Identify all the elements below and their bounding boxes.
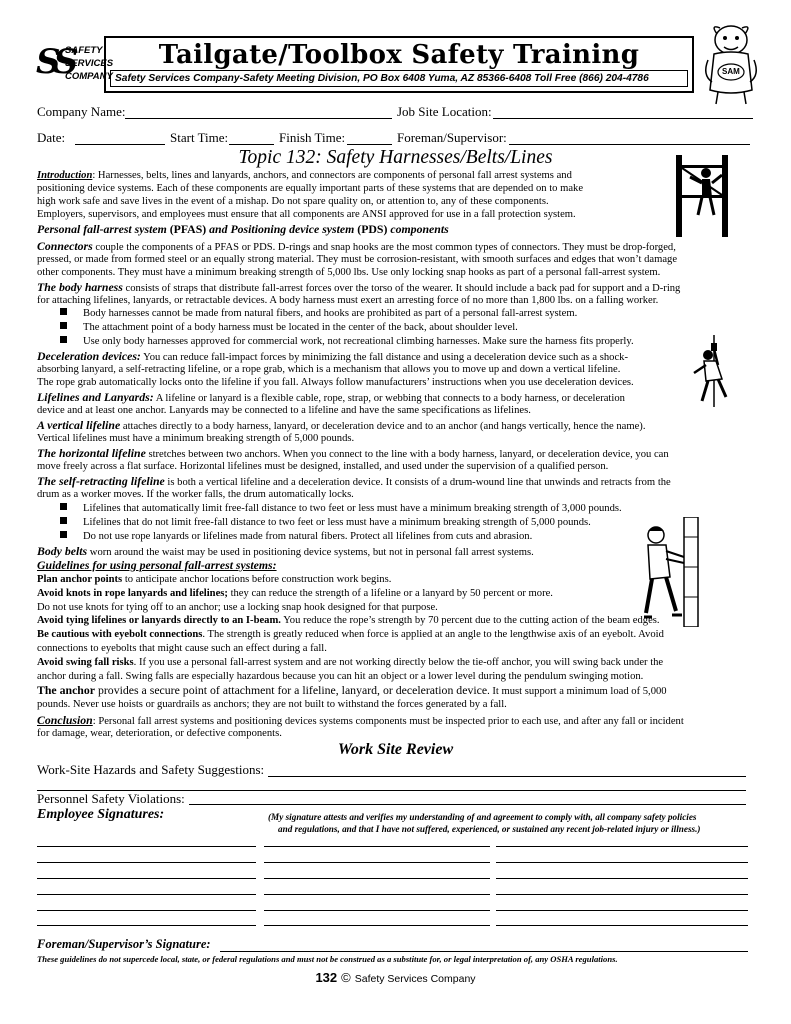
employee-signatures-label: Employee Signatures: bbox=[37, 807, 165, 822]
bullet-icon bbox=[60, 308, 67, 315]
conclusion-line-1: : Personal fall arrest systems and positioning devices systems components must be inspected prior to each use, and after any fall or incident bbox=[92, 716, 684, 727]
lifelines-label: Lifelines and Lanyards: bbox=[37, 390, 154, 404]
signature-line[interactable] bbox=[37, 846, 256, 847]
signature-line[interactable] bbox=[264, 878, 490, 879]
footer-company: Safety Services Company bbox=[354, 973, 476, 985]
mascot-badge: SAM bbox=[722, 67, 740, 76]
attestation-text bbox=[268, 811, 758, 835]
vertical-line-1: attaches directly to a body harness, lanyard, or deceleration device and to an anchor (and hangs vertically, hence the name). bbox=[120, 421, 646, 432]
knots-label: Avoid knots in rope lanyards and lifelines; bbox=[37, 588, 228, 599]
signature-line[interactable] bbox=[264, 862, 490, 863]
job-site-field[interactable] bbox=[493, 118, 753, 119]
job-site-label: Job Site Location: bbox=[397, 104, 492, 119]
logo-monogram: SS bbox=[36, 42, 73, 82]
horizontal-line-2: move freely across a flat surface. Horizontal lifelines must be designed, installed, and used under the supervision of a qualified person. bbox=[37, 461, 609, 472]
signature-line[interactable] bbox=[496, 878, 748, 879]
signature-line[interactable] bbox=[37, 878, 256, 879]
connectors-line-1: couple the components of a PFAS or PDS. D-rings and snap hooks are the most common types of connectors. They must be drop-forged, bbox=[92, 242, 676, 253]
body-belts-text: worn around the waist may be used in positioning device systems, but not in personal fall arrest systems. bbox=[87, 547, 534, 558]
lifelines-line-2: device and at least one anchor. Lanyards may be connected to a lifeline and have the same specifications as lifelines. bbox=[37, 405, 531, 416]
date-label: Date: bbox=[37, 130, 66, 145]
pfas-heading-d: (PDS) bbox=[354, 222, 391, 236]
guidelines-heading: Guidelines for using personal fall-arrest systems: bbox=[37, 558, 277, 572]
signature-line[interactable] bbox=[264, 925, 490, 926]
foreman-signature-label: Foreman/Supervisor’s Signature: bbox=[37, 937, 211, 951]
topic-title: Topic 132: Safety Harnesses/Belts/Lines bbox=[238, 147, 553, 168]
horizontal-line-1: stretches between two anchors. When you connect to the line with a body harness, lanyard, or deceleration device, you can bbox=[145, 449, 669, 460]
pfas-heading-c: and Positioning device system bbox=[209, 222, 355, 236]
harness-line-2: for attaching lifelines, lanyards, or retractable devices. A body harness must exert an arresting force of no more than 1,800 lbs. on a falling worker. bbox=[37, 295, 659, 306]
mascot-image bbox=[700, 20, 762, 106]
signature-line[interactable] bbox=[496, 846, 748, 847]
vertical-lifeline-label: A vertical lifeline bbox=[37, 418, 121, 432]
company-address: Safety Services Company-Safety Meeting Division, PO Box 6408 Yuma, AZ 85366-6408 Toll Free (866) 204-4786 bbox=[110, 70, 688, 87]
signature-line[interactable] bbox=[496, 910, 748, 911]
decel-label: Deceleration devices: bbox=[37, 349, 141, 363]
attestation-line-2: and regulations, and that I have not suffered, experienced, or sustained any recent job-related injury or illness.) bbox=[278, 824, 701, 834]
violations-label: Personnel Safety Violations: bbox=[37, 791, 185, 806]
hazards-label: Work-Site Hazards and Safety Suggestions: bbox=[37, 762, 265, 777]
harness-bullet-3: Use only body harnesses approved for commercial work, not recreational climbing harnesses. Make sure the harness fits properly. bbox=[60, 336, 634, 349]
pfas-heading-a: Personal fall-arrest system bbox=[37, 222, 167, 236]
decel-line-2: absorbing lanyard, a self-retracting lifeline, or a rope grab, which is a mechanism that allows you to move up and down a vertical lifeline. bbox=[37, 364, 621, 375]
page-title: Tailgate/Toolbox Safety Training bbox=[158, 40, 640, 70]
page-footer bbox=[0, 969, 791, 987]
bullet-icon bbox=[60, 531, 67, 538]
knots-line-1: they can reduce the strength of a lifeline or a lanyard by 50 percent or more. bbox=[227, 588, 553, 599]
lifelines-line-1: A lifeline or lanyard is a flexible cable, rope, strap, or webbing that connects to a body harness, or deceleration bbox=[153, 393, 625, 404]
intro-line-1: : Harnesses, belts, lines and lanyards, anchors, and connectors are components of personal fall arrest systems and bbox=[92, 170, 572, 181]
page-number: 132 bbox=[315, 970, 338, 985]
start-time-label: Start Time: bbox=[170, 130, 229, 145]
finish-time-label: Finish Time: bbox=[279, 130, 346, 145]
company-logo bbox=[36, 40, 114, 90]
copyright-icon: © bbox=[341, 970, 351, 985]
hazards-field-line-1[interactable] bbox=[268, 776, 746, 777]
connectors-label: Connectors bbox=[37, 239, 93, 253]
bullet-icon bbox=[60, 336, 67, 343]
logo-line-1: SAFETY bbox=[65, 45, 103, 56]
decel-line-3: The rope grab automatically locks onto the lifeline if you fall. Always follow manufacturers’ instructions when you use deceleration devices. bbox=[37, 377, 634, 388]
eyebolt-line-2: connections to eyebolts that might cause such an effect during a fall. bbox=[37, 643, 327, 654]
anchor-line-1-tail: . It must support a minimum load of 5,000 bbox=[487, 686, 667, 697]
swing-fall-label: Avoid swing fall risks bbox=[37, 657, 134, 668]
connectors-line-2: pressed, or made from formed steel or an equally strong material. They must be corrosion-resistant, with smooth surfaces and edges that won’t damage bbox=[37, 254, 678, 265]
signature-line[interactable] bbox=[496, 894, 748, 895]
company-name-label: Company Name: bbox=[37, 104, 126, 119]
work-site-review-heading: Work Site Review bbox=[337, 741, 454, 758]
foreman-signature-field[interactable] bbox=[220, 951, 748, 952]
harness-bullet-1: Body harnesses cannot be made from natural fibers, and hooks are prohibited as part of a personal fall-arrest system. bbox=[60, 308, 577, 321]
title-banner bbox=[104, 36, 694, 93]
selfret-line-1: is both a vertical lifeline and a deceleration device. It consists of a drum-wound line that unwinds and retracts from the bbox=[164, 477, 671, 488]
intro-label: Introduction bbox=[37, 170, 93, 181]
signature-line[interactable] bbox=[37, 894, 256, 895]
harness-line-1: consists of straps that distribute fall-arrest forces over the torso of the wearer. It should include a back pad for support and a D-ring bbox=[122, 283, 681, 294]
foreman-label: Foreman/Supervisor: bbox=[397, 130, 507, 145]
signature-line[interactable] bbox=[37, 925, 256, 926]
ibeam-label: Avoid tying lifelines or lanyards directly to an I-beam. bbox=[37, 615, 281, 626]
lifeline-bullet-2: Lifelines that do not limit free-fall distance to two feet or less must have a minimum breaking strength of 5,000 pounds. bbox=[60, 517, 591, 530]
swing-line-1: . If you use a personal fall-arrest system and are not working directly below the tie-off anchor, you will swing back under the bbox=[133, 657, 664, 668]
company-name-field[interactable] bbox=[125, 118, 392, 119]
anchor-line-2: pounds. Never use hoists or guardrails as anchors; they are not built to withstand the forces generated by a fall. bbox=[37, 699, 507, 710]
logo-line-3: COMPANY bbox=[65, 71, 113, 82]
intro-line-3: high work safe and save lives in the event of a mishap. Do not spare quality on, or attention to, any of these components. bbox=[37, 196, 549, 207]
knots-line-2: Do not use knots for tying off to an anchor; use a locking snap hook designed for that purpose. bbox=[37, 602, 438, 613]
pfas-heading-b: (PFAS) bbox=[166, 222, 210, 236]
foreman-field[interactable] bbox=[509, 144, 750, 145]
bullet-icon bbox=[60, 517, 67, 524]
decel-line-1: You can reduce fall-impact forces by minimizing the fall distance and using a deceleration device such as a shock- bbox=[140, 352, 628, 363]
eyebolt-label: Be cautious with eyebolt connections bbox=[37, 629, 203, 640]
disclaimer: These guidelines do not supercede local, state, or federal regulations and must not be construed as a substitute for, or legal interpretation of, any OSHA regulations. bbox=[37, 954, 618, 964]
anchor-label: The anchor bbox=[37, 683, 96, 697]
anchor-line-1-main: provides a secure point of attachment for a lifeline, lanyard, or deceleration device bbox=[95, 683, 488, 697]
bullet-icon bbox=[60, 503, 67, 510]
intro-line-2: positioning device systems. Each of these components are equally important parts of these systems that are depended on to make bbox=[37, 183, 584, 194]
eyebolt-line-1: . The strength is greatly reduced when force is applied at an angle to the lengthwise axis of an eyebolt. Avoid bbox=[202, 629, 664, 640]
intro-line-4: Employers, supervisors, and employees must ensure that all components are ANSI approved for use in a fall protection system. bbox=[37, 209, 576, 220]
plan-anchor-label: Plan anchor points bbox=[37, 574, 123, 585]
violations-field[interactable] bbox=[189, 804, 746, 805]
harness-bullet-2: The attachment point of a body harness must be located in the center of the back, about shoulder level. bbox=[60, 322, 518, 335]
conclusion-line-2: for damage, wear, deterioration, or defective components. bbox=[37, 728, 282, 739]
ibeam-text: You reduce the rope’s strength by 70 percent due to the cutting action of the beam edges. bbox=[280, 615, 660, 626]
selfret-line-2: drum as a worker moves. If the worker falls, the drum automatically locks. bbox=[37, 489, 354, 500]
attestation-line-1: (My signature attests and verifies my understanding of and agreement to comply with, all company safety policies bbox=[268, 812, 697, 822]
start-time-field[interactable] bbox=[229, 144, 274, 145]
signature-line[interactable] bbox=[496, 862, 748, 863]
horizontal-lifeline-label: The horizontal lifeline bbox=[37, 446, 146, 460]
lifeline-bullet-3: Do not use rope lanyards or lifelines made from natural fibers. Protect all lifelines from cuts and abrasion. bbox=[60, 531, 532, 544]
vertical-line-2: Vertical lifelines must have a minimum breaking strength of 5,000 pounds. bbox=[37, 433, 355, 444]
harness-label: The body harness bbox=[37, 280, 123, 294]
self-retracting-label: The self-retracting lifeline bbox=[37, 474, 165, 488]
signature-line[interactable] bbox=[264, 894, 490, 895]
bullet-icon bbox=[60, 322, 67, 329]
signature-line[interactable] bbox=[37, 862, 256, 863]
conclusion-label: Conclusion bbox=[37, 713, 93, 727]
signature-line[interactable] bbox=[264, 910, 490, 911]
logo-line-2: SERVICES bbox=[65, 58, 114, 69]
body-belts-label: Body belts bbox=[37, 544, 88, 558]
swing-line-2: anchor during a fall. Swing falls are especially hazardous because you can hit an object or a lower level during the pendulum swinging motion. bbox=[37, 671, 644, 682]
signature-line[interactable] bbox=[37, 910, 256, 911]
plan-anchor-text: to anticipate anchor locations before construction work begins. bbox=[122, 574, 392, 585]
lifeline-bullet-1: Lifelines that automatically limit free-fall distance to two feet or less must have a minimum breaking strength of 3,000 pounds. bbox=[60, 503, 622, 516]
date-field[interactable] bbox=[75, 144, 165, 145]
connectors-line-3: other components. They must have a minimum breaking strength of 5,000 lbs. Use only locking snap hooks as part of a personal fall-arrest system. bbox=[37, 267, 661, 278]
signature-line[interactable] bbox=[496, 925, 748, 926]
signature-line[interactable] bbox=[264, 846, 490, 847]
pfas-heading-e: components bbox=[390, 222, 449, 236]
finish-time-field[interactable] bbox=[347, 144, 392, 145]
